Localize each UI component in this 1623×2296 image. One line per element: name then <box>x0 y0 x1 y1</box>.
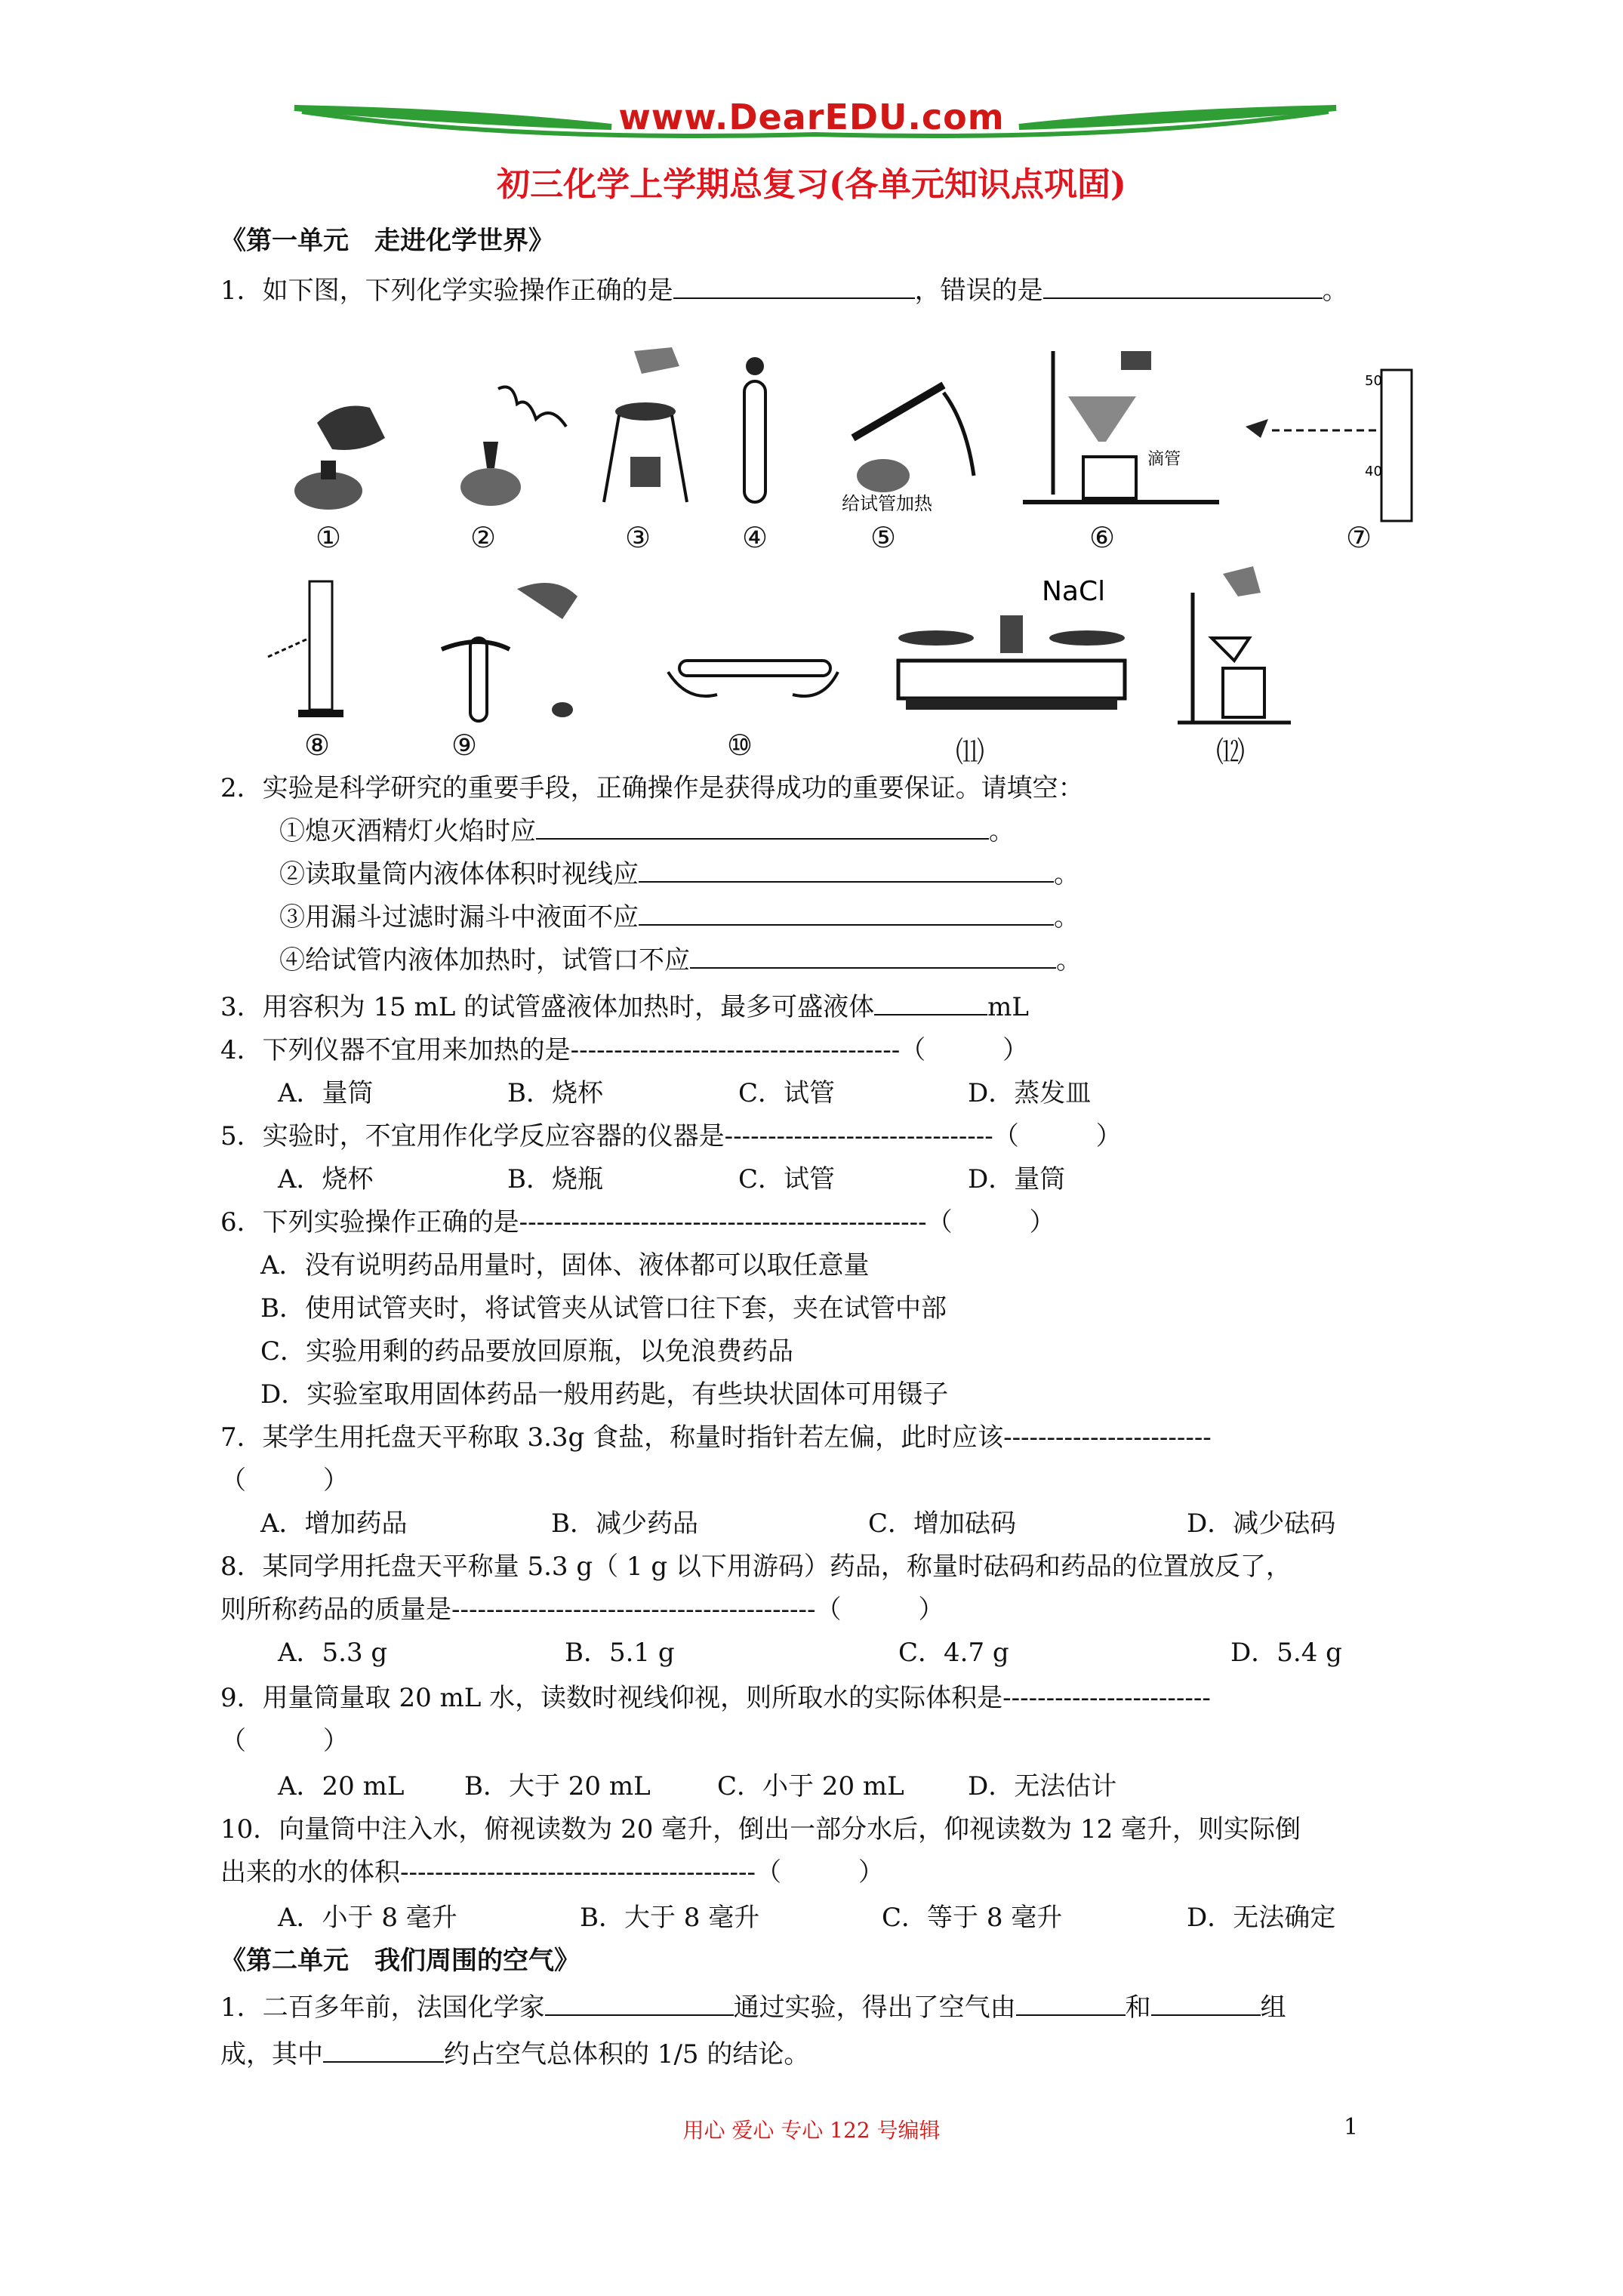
q9-option-a: A．20 mL <box>278 1771 405 1801</box>
q2-blank-2 <box>639 858 1054 883</box>
q1-blank-correct <box>673 275 915 299</box>
q10-option-a: A．小于 8 毫升 <box>278 1903 457 1933</box>
q9-option-d: D．无法估计 <box>968 1771 1117 1801</box>
q3-blank <box>874 991 987 1015</box>
q1-mid: ，错误的是 <box>914 276 1043 306</box>
q3-pre: 3．用容积为 15 mL 的试管盛液体加热时，最多可盛液体 <box>220 992 875 1022</box>
q7-option-d: D．减少砝码 <box>1187 1509 1336 1539</box>
unit2-heading: 《第二单元 我们周围的空气》 <box>220 1946 580 1976</box>
figure-1-alcohol-lamp-lighting <box>272 378 393 513</box>
u2q1-blank-gas2 <box>1151 1992 1261 2016</box>
figure-label-11: ⑾ <box>955 735 984 769</box>
q9-option-b: B．大于 20 mL <box>464 1771 651 1801</box>
q5-option-d: D．量筒 <box>968 1164 1066 1194</box>
unit1-q8-stem: 8．某同学用托盘天平称量 5.3 g（ 1 g 以下用游码）药品，称量时砝码和药品的位置放反了， <box>220 1552 1292 1582</box>
unit1-q5-stem: 5．实验时，不宜用作化学反应容器的仪器是-------------------------------（ ） <box>220 1121 1122 1151</box>
figure-5-caption: 给试管加热 <box>842 493 932 513</box>
q1-blank-wrong <box>1043 275 1323 299</box>
page-title: 初三化学上学期总复习(各单元知识点巩固) <box>497 165 1126 204</box>
unit1-q2-stem: 2．实验是科学研究的重要手段，正确操作是获得成功的重要保证。请填空： <box>220 773 1084 803</box>
unit1-q3 <box>220 991 1029 1023</box>
q10-option-b: B．大于 8 毫升 <box>580 1903 760 1933</box>
unit1-q8-stem2: 则所称药品的质量是------------------------------------------（ ） <box>220 1595 944 1625</box>
unit1-q10-stem: 10．向量筒中注入水，俯视读数为 20 毫升，倒出一部分水后，仰视读数为 12 毫升，则实际倒 <box>220 1814 1301 1845</box>
q4-option-b: B．烧杯 <box>507 1078 603 1108</box>
q4-option-c: C．试管 <box>738 1078 836 1108</box>
q7-option-b: B．减少药品 <box>551 1509 698 1539</box>
unit1-q4-stem: 4．下列仪器不宜用来加热的是--------------------------------------（ ） <box>220 1035 1029 1065</box>
site-brand: www.DearEDU.com <box>618 97 1005 137</box>
figure-label-10: ⑩ <box>726 729 753 762</box>
figure-label-7: ⑦ <box>1345 521 1372 554</box>
u2q1-blank-chemist <box>545 1992 734 2016</box>
q6-option-c: C．实验用剩的药品要放回原瓶，以免浪费药品 <box>260 1336 794 1367</box>
q5-option-a: A．烧杯 <box>278 1164 374 1194</box>
q2-item-1-text: ①熄灭酒精灯火焰时应 <box>279 816 536 846</box>
figure-8-cylinder-reading <box>264 574 355 725</box>
figure-4-test-tube <box>732 351 778 517</box>
q5-option-c: C．试管 <box>738 1164 836 1194</box>
figure-label-9: ⑨ <box>451 729 478 762</box>
unit2-q1-line1 <box>220 1992 1286 2023</box>
q8-option-d: D．5.4 g <box>1230 1638 1342 1668</box>
unit1-q1 <box>220 275 1348 307</box>
u2q1-p4: 组 <box>1260 1992 1286 2023</box>
q8-option-b: B．5.1 g <box>565 1638 675 1668</box>
q2-item-1 <box>279 815 1015 847</box>
q8-option-c: C．4.7 g <box>898 1638 1009 1668</box>
figure-2-blowing-lamp <box>445 374 574 510</box>
figure-11-nacl: NaCl <box>1042 576 1106 607</box>
unit2-q1-line2 <box>220 2039 809 2070</box>
unit1-q6-stem: 6．下列实验操作正确的是-----------------------------------------------（ ） <box>220 1207 1055 1237</box>
q7-paren: （ ） <box>220 1465 349 1496</box>
q7-option-c: C．增加砝码 <box>868 1509 1017 1539</box>
q2-item-3 <box>279 901 1079 933</box>
figure-label-3: ③ <box>624 521 651 554</box>
figure-label-8: ⑧ <box>303 729 331 762</box>
scale-40: 40 <box>1365 464 1382 479</box>
figure-7-eye-reading <box>1238 355 1419 529</box>
q9-paren: （ ） <box>220 1726 349 1756</box>
q2-end-1: 。 <box>989 816 1015 846</box>
q2-blank-1 <box>536 815 989 840</box>
figure-9-pouring-liquid <box>434 566 600 725</box>
u2q1-p1: 1．二百多年前，法国化学家 <box>220 1992 545 2023</box>
unit1-heading: 《第一单元 走进化学世界》 <box>220 226 554 256</box>
q1-pre: 1．如下图，下列化学实验操作正确的是 <box>220 276 673 306</box>
unit1-q9-stem: 9．用量筒量取 20 mL 水，读数时视线仰视，则所取水的实际体积是------------------------ <box>220 1683 1211 1713</box>
figure-10-test-tube-holding <box>664 627 845 717</box>
q5-option-b: B．烧瓶 <box>507 1164 603 1194</box>
q9-option-c: C．小于 20 mL <box>717 1771 904 1801</box>
q4-option-a: A．量筒 <box>278 1078 374 1108</box>
figure-6-label: 滴管 <box>1147 450 1181 469</box>
q8-option-a: A．5.3 g <box>278 1638 388 1668</box>
u2q1-p6: 约占空气总体积的 1/5 的结论。 <box>444 2039 810 2069</box>
u2q1-p2: 通过实验，得出了空气由 <box>733 1992 1016 2023</box>
scale-50: 50 <box>1365 373 1382 389</box>
figure-12-funnel-pouring <box>1178 562 1291 729</box>
q2-end-3: 。 <box>1054 902 1079 932</box>
unit1-q7-stem: 7．某学生用托盘天平称取 3.3g 食盐，称量时指针若左偏，此时应该------------------------ <box>220 1422 1212 1453</box>
u2q1-p3: 和 <box>1125 1992 1151 2023</box>
u2q1-blank-gas1 <box>1016 1992 1126 2016</box>
figure-11-balance <box>891 570 1132 721</box>
q2-item-2-text: ②读取量筒内液体体积时视线应 <box>279 859 639 889</box>
unit1-q10-stem2: 出来的水的体积-----------------------------------------（ ） <box>220 1857 885 1888</box>
q2-item-2 <box>279 858 1079 890</box>
figure-label-2: ② <box>470 521 497 554</box>
q2-end-2: 。 <box>1054 859 1079 889</box>
figure-6-filtration <box>1023 344 1219 517</box>
q4-option-d: D．蒸发皿 <box>968 1078 1092 1108</box>
q2-end-4: 。 <box>1056 945 1082 975</box>
q6-option-a: A．没有说明药品用量时，固体、液体都可以取任意量 <box>260 1250 870 1281</box>
q2-item-4-text: ④给试管内液体加热时，试管口不应 <box>279 945 690 975</box>
figure-label-4: ④ <box>741 521 768 554</box>
q3-post: mL <box>987 992 1029 1022</box>
figure-label-6: ⑥ <box>1089 521 1116 554</box>
q2-item-4 <box>279 945 1082 976</box>
u2q1-p5: 成，其中 <box>220 2039 323 2069</box>
q6-option-d: D．实验室取用固体药品一般用药匙，有些块状固体可用镊子 <box>260 1379 949 1410</box>
q6-option-b: B．使用试管夹时，将试管夹从试管口往下套，夹在试管中部 <box>260 1293 947 1324</box>
figure-label-12: ⑿ <box>1215 735 1245 769</box>
q2-blank-4 <box>690 945 1056 969</box>
footer-note: 用心 爱心 专心 122 号编辑 <box>682 2118 941 2143</box>
q2-item-3-text: ③用漏斗过滤时漏斗中液面不应 <box>279 902 639 932</box>
page-number: 1 <box>1344 2114 1359 2140</box>
q1-post: 。 <box>1322 276 1348 306</box>
figure-label-5: ⑤ <box>870 521 897 554</box>
q7-option-a: A．增加药品 <box>260 1509 408 1539</box>
figure-5-heating-test-tube <box>838 362 989 513</box>
u2q1-blank-gas3 <box>323 2039 444 2063</box>
q10-option-d: D．无法确定 <box>1187 1903 1336 1933</box>
figure-label-1: ① <box>315 521 342 554</box>
figure-3-tripod-heating <box>596 344 694 510</box>
q2-blank-3 <box>639 901 1054 926</box>
q10-option-c: C．等于 8 毫升 <box>882 1903 1063 1933</box>
